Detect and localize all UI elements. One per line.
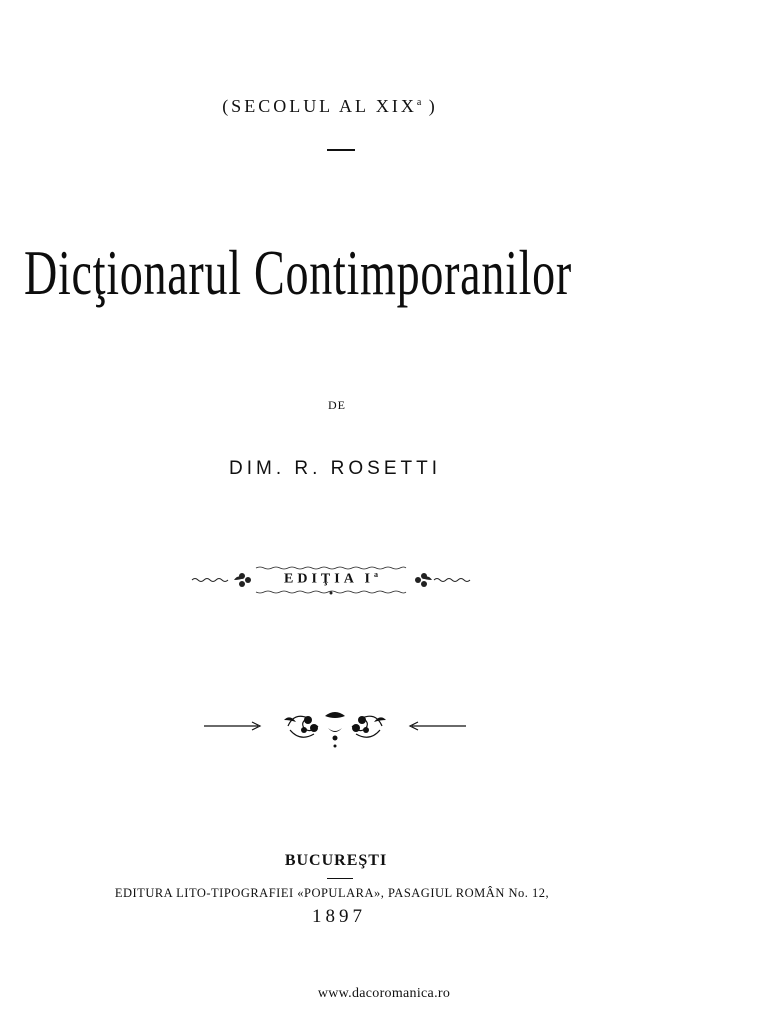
by-label: DE — [328, 398, 346, 412]
century-heading — [0, 96, 714, 117]
edition-label — [256, 570, 406, 588]
imprint-publisher: EDITURA LITO-TIPOGRAFIEI «POPULARA», PASAGIUL ROMÂN No. 12, — [114, 886, 550, 900]
edition-ornament — [190, 566, 476, 596]
imprint-dash-divider — [327, 878, 353, 879]
century-heading-superscript: a — [416, 97, 422, 108]
author-name: DIM. R. ROSETTI — [229, 458, 441, 479]
edition-label-text: EDIŢIA I — [284, 571, 374, 587]
website-link[interactable]: www.dacoromanica.ro — [317, 986, 451, 1001]
edition-label-superscript: a — [373, 570, 378, 579]
century-heading-close: ) — [428, 96, 438, 116]
fleuron-ornament-icon — [200, 706, 470, 750]
book-title: Dicţionarul Contimporanilor — [24, 237, 572, 308]
imprint-city: BUCUREŞTI — [284, 852, 388, 869]
imprint-year: 1897 — [312, 906, 366, 927]
top-dash-divider — [327, 149, 355, 151]
century-heading-main: (SECOLUL AL XIX — [222, 96, 417, 116]
